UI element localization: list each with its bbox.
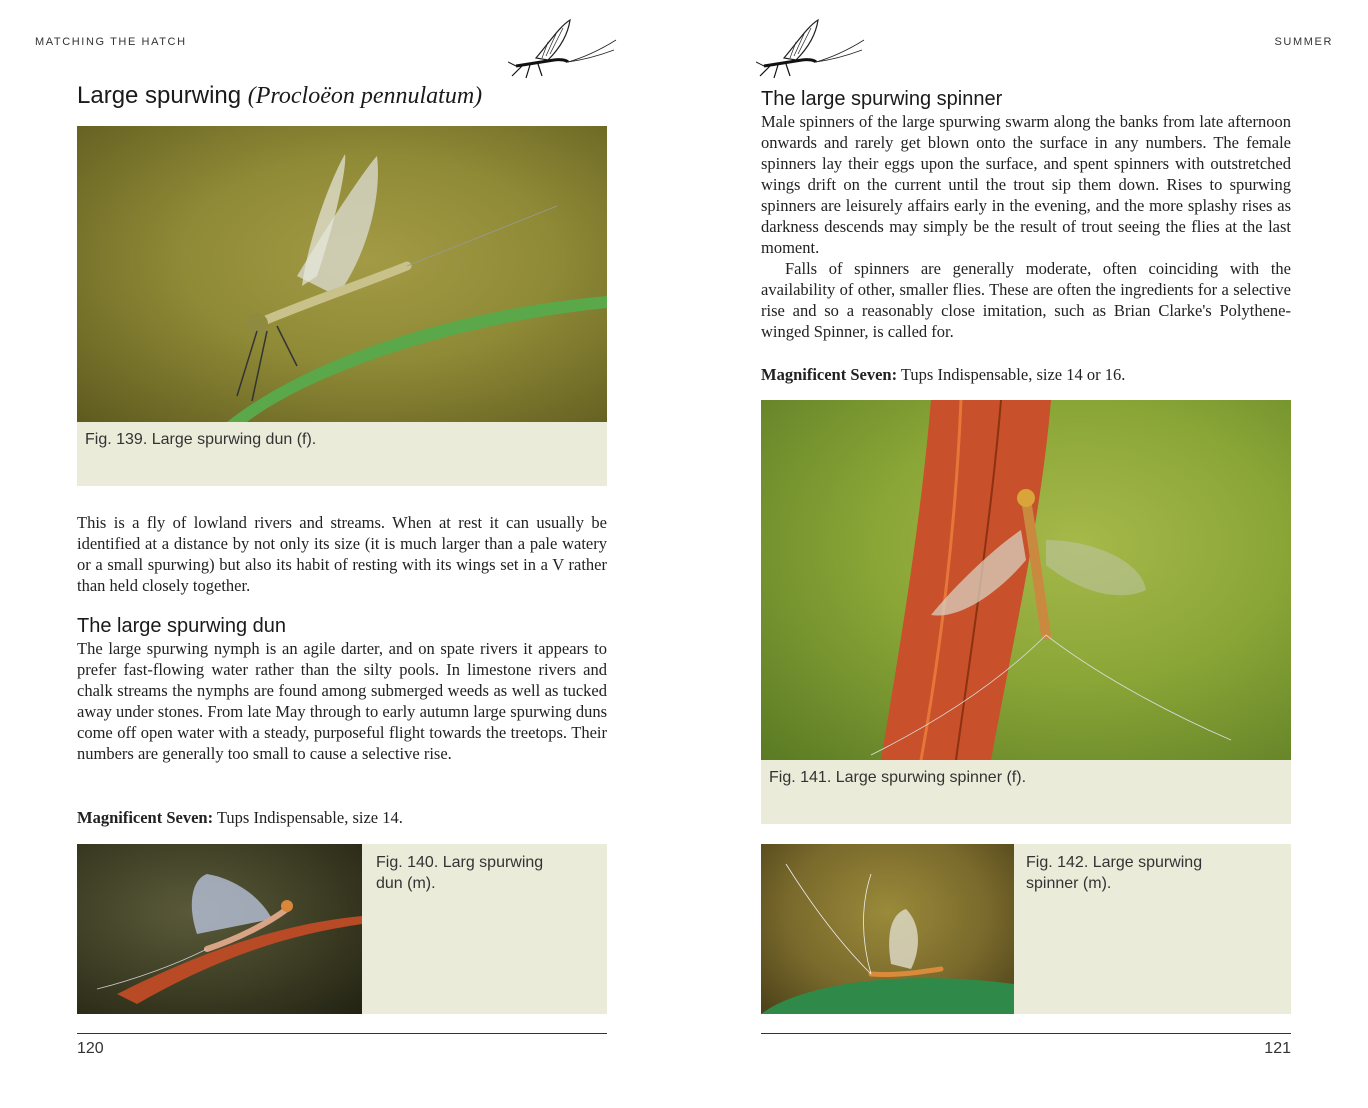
fig140-photo [77, 844, 362, 1014]
magnificent-seven-line [761, 364, 1291, 385]
dun-paragraph: The large spurwing nymph is an agile darter, and on spate rivers it appears to prefer fast-flowing water rather than the silty pools. In limestone rivers and chalk streams the nymphs are found among submerged weeds as well as tucked away under stones. From late May through to early autumn large spurwing duns come off open water with a steady, purposeful flight towards the treetops. Their numbers are generally too small to cause a selective rise. [77, 639, 607, 763]
page-number: 121 [1264, 1040, 1291, 1057]
fig140-caption: Fig. 140. Larg spurwing dun (m). [376, 854, 544, 892]
running-head: SUMMER [1274, 36, 1333, 48]
fig141-caption: Fig. 141. Large spurwing spinner (f). [769, 769, 1027, 786]
page-number: 120 [77, 1040, 104, 1057]
fig142-caption: Fig. 142. Large spurwing spinner (m). [1026, 854, 1203, 892]
fig140-caption-box [362, 844, 607, 1014]
right-page [684, 0, 1368, 1108]
title-common-name: Large spurwing [77, 82, 242, 109]
dun-heading: The large spurwing dun [77, 615, 287, 637]
mayfly-photo-illustration [761, 400, 1291, 760]
page-title [77, 82, 482, 110]
spinner-paragraph-2: Falls of spinners are generally moderate, often coinciding with the availability of other, smaller flies. These are often the ingredients for a selective rise and so a reasonably close imitation, such as Brian Clarke's Polythene-winged Spinner, is called for. [761, 259, 1291, 341]
magnificent-seven-line [77, 807, 607, 828]
spinner-paragraph-1: Male spinners of the large spurwing swarm along the banks from late afternoon onwards and rarely get blown onto the surface in any numbers. The female spinners lay their eggs upon the surface, and spent spinners with outstretched wings drift on the current until the trout sip them down. Rises to spurwing spinners are leisurely affairs early in the evening, and the more splashy rises as darkness descends may simply be the result of trout seeing the flies at the last moment. [761, 112, 1291, 257]
fig141-caption-box [761, 760, 1291, 824]
running-head: MATCHING THE HATCH [35, 36, 187, 48]
intro-paragraph: This is a fly of lowland rivers and streams. When at rest it can usually be identified at a distance by not only its size (it is much larger than a pale watery or a small spurwing) but also its habit of resting with its wings set in a V rather than held closely together. [77, 513, 607, 595]
mag-text: Tups Indispensable, size 14 or 16. [897, 365, 1126, 384]
mayfly-photo-illustration [761, 844, 1014, 1014]
spinner-heading: The large spurwing spinner [761, 88, 1003, 110]
fig139-photo [77, 126, 607, 422]
fig139-caption-box [77, 422, 607, 486]
fig139-caption: Fig. 139. Large spurwing dun (f). [85, 431, 317, 448]
mag-label: Magnificent Seven: [77, 808, 214, 827]
mayfly-photo-illustration [77, 844, 362, 1014]
title-latin-name: (Procloëon pennulatum) [247, 83, 483, 109]
mayfly-photo-illustration [77, 126, 607, 422]
fig141-photo [761, 400, 1291, 760]
mag-text: Tups Indispensable, size 14. [213, 808, 403, 827]
mag-label: Magnificent Seven: [761, 365, 898, 384]
mayfly-ornament-icon [756, 14, 866, 82]
fig142-photo [761, 844, 1014, 1014]
footer-rule [77, 1033, 607, 1034]
mayfly-ornament-icon [508, 14, 618, 82]
footer-rule [761, 1033, 1291, 1034]
fig142-caption-box [1014, 844, 1291, 1014]
